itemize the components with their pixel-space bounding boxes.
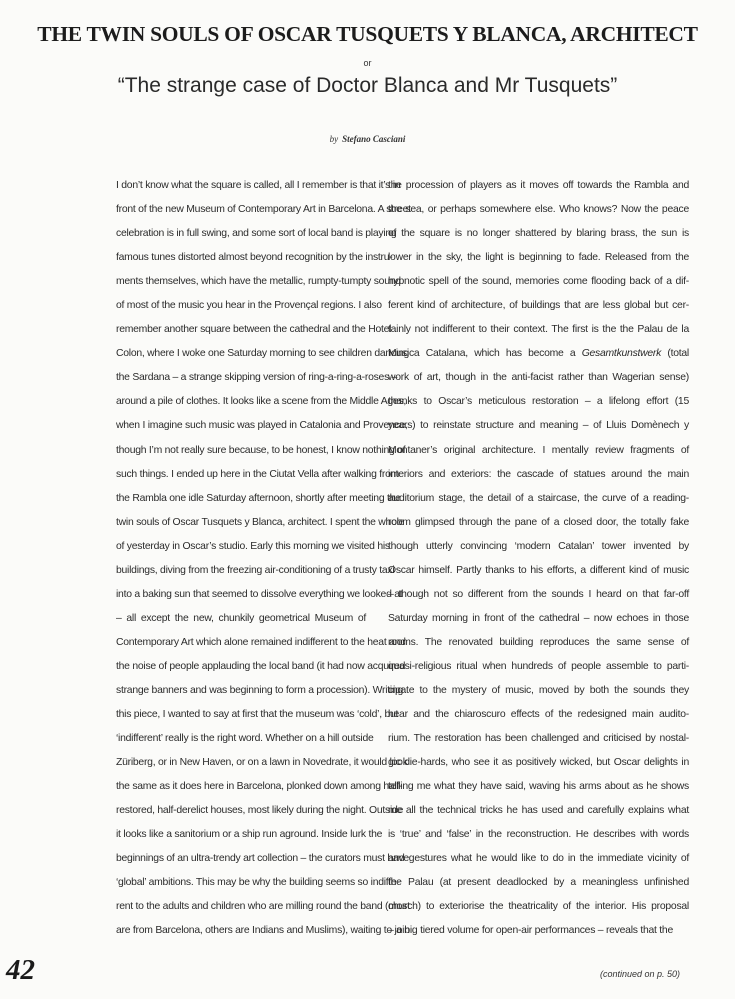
left-column	[116, 180, 411, 950]
text-line: – though not so different from the sounds I heard on that far-off	[388, 588, 689, 600]
text-line: the sea, or perhaps somewhere else. Who knows? Now the peace	[388, 204, 689, 216]
text-line: Saturday morning in front of the cathedral – now echoes in those	[388, 612, 689, 624]
text-line: rium. The restoration has been challenged and criticised by nostal-	[388, 733, 689, 745]
article-title: THE TWIN SOULS OF OSCAR TUSQUETS Y BLANCA, ARCHITECT	[37, 22, 698, 46]
page-number: 42	[6, 954, 35, 986]
text-line: it looks like a sanitorium or a ship run aground. Inside lurk the	[116, 829, 383, 841]
text-line: I don’t know what the square is called, all I remember is that it’s in	[116, 180, 401, 191]
text-line: church) to exteriorise the theatricality of the interior. His proposal	[388, 901, 689, 913]
text-line: the noise of people applauding the local band (it had now acquired	[116, 660, 406, 672]
text-line: Colon, where I woke one Saturday morning to see children dancing	[116, 348, 410, 360]
text-line: the Sardana – a strange skipping version of ring-a-ring-a-roses –	[116, 372, 398, 384]
text-line: gic die-hards, who see it as positively wicked, but Oscar delights in	[388, 757, 689, 769]
text-line: Züriberg, or in New Haven, or on a lawn in Novedrate, it would look	[116, 757, 408, 769]
byline	[0, 134, 735, 144]
text-line: the Palau (at present deadlocked by a meaningless unfinished	[388, 877, 689, 889]
text-line: the same as it does here in Barcelona, plonked down among half-	[116, 781, 403, 793]
text-line: tainly not indifferent to their context. The first is the the Palau de la	[388, 324, 689, 336]
text-line: ‘global’ ambitions. This may be why the building seems so indiffe-	[116, 877, 400, 889]
text-line: the procession of players as it moves off towards the Rambla and	[388, 180, 689, 191]
text-line: hear and the chiaroscuro effects of the redesigned main audito-	[388, 709, 689, 721]
text-line: is ‘true’ and ‘false’ in the reconstruction. He describes with words	[388, 829, 689, 841]
text-line: interiors and exteriors: the cascade of statues around the main	[388, 468, 689, 480]
text-line: ‘indifferent’ really is the right word. Whether on a hill outside	[116, 733, 374, 745]
text-line: Musica Catalana, which has become a Gesamtkunstwerk (total	[388, 348, 689, 360]
text-line: restored, half-derelict houses, most likely during the night. Outside	[116, 805, 404, 817]
text-line: thanks to Oscar’s meticulous restoration – a lifelong effort (15	[388, 396, 689, 408]
text-line: remember another square between the cathedral and the Hotel	[116, 324, 392, 336]
text-line: lower in the sky, the light is beginning to fade. Released from the	[388, 252, 689, 264]
text-line: into a baking sun that seemed to dissolve everything we looked at	[116, 588, 403, 600]
text-line: when I imagine such music was played in Catalonia and Provence,	[116, 420, 408, 432]
continued-note: (continued on p. 50)	[600, 969, 681, 979]
text-line: rent to the adults and children who are milling round the band (most	[116, 901, 410, 913]
text-line: around a pile of clothes. It looks like a scene from the Middle Ages,	[116, 396, 407, 408]
text-line: me all the technical tricks he has used and carefully explains what	[388, 805, 689, 817]
text-line: front of the new Museum of Contemporary Art in Barcelona. A street	[116, 204, 411, 216]
text-line: years) to reinstate structure and meaning – of Lluis Domènech y	[388, 420, 689, 432]
text-line: buildings, diving from the freezing air-conditioning of a trusty taxi	[116, 564, 395, 576]
text-line: telling me what they have said, waving his arms about as he shows	[388, 781, 689, 793]
text-line: famous tunes distorted almost beyond recognition by the instru-	[116, 252, 393, 264]
text-line: of the square is no longer shattered by blaring brass, the sun is	[388, 228, 689, 240]
text-line: strange banners and was beginning to form a procession). Writing	[116, 684, 404, 696]
text-line: the Rambla one idle Saturday afternoon, shortly after meeting the	[116, 492, 401, 504]
text-line: cipate to the mystery of music, moved by both the sounds they	[388, 684, 689, 696]
byline-prefix: by	[329, 134, 339, 144]
text-line: rooms. The renovated building reproduces the same sense of	[388, 636, 689, 648]
text-line: of most of the music you hear in the Provençal regions. I also	[116, 300, 382, 312]
text-line: ments themselves, which have the metallic, rumpty-tumpty sound	[116, 276, 401, 288]
text-line: beginnings of an ultra-trendy art collection – the curators must have	[116, 853, 409, 865]
text-line: – all except the new, chunkily geometrical Museum of	[116, 612, 366, 624]
text-line: hypnotic spell of the sound, memories come flooding back of a dif-	[388, 276, 689, 288]
text-line: are from Barcelona, others are Indians and Muslims), waiting to join	[116, 925, 410, 937]
article-subtitle: “The strange case of Doctor Blanca and Mr Tusquets”	[117, 74, 618, 97]
text-line: though utterly convincing ‘modern Catalan’ tower invented by	[388, 540, 689, 552]
text-line: such things. I ended up here in the Ciutat Vella after walking from	[116, 468, 400, 480]
text-line: though I’m not really sure because, to be honest, I know nothing of	[116, 444, 406, 456]
text-line: work of art, though in the anti-facist rather than Wagerian sense)	[388, 372, 689, 384]
text-line: Montaner’s original architecture. I mentally review fragments of	[388, 444, 689, 456]
right-column	[388, 180, 689, 950]
text-line: – a big tiered volume for open-air performances – reveals that the	[388, 925, 673, 937]
text-line: auditorium stage, the detail of a staircase, the curve of a reading-	[388, 492, 689, 504]
text-line: twin souls of Oscar Tusquets y Blanca, architect. I spent the whole	[116, 516, 405, 528]
text-line: Contemporary Art which alone remained indifferent to the heat and	[116, 636, 406, 648]
author-name: Stefano Casciani	[342, 134, 406, 144]
title-connector: or	[363, 58, 372, 68]
text-line: room glimpsed through the pane of a closed door, the totally fake	[388, 516, 689, 528]
text-line: and gestures what he would like to do in the immediate vicinity of	[388, 853, 689, 865]
text-line: this piece, I wanted to say at first that the museum was ‘cold’, but	[116, 709, 399, 721]
text-line: of yesterday in Oscar’s studio. Early this morning we visited his	[116, 540, 390, 552]
text-line: celebration is in full swing, and some sort of local band is playing	[116, 228, 397, 240]
text-line: Oscar himself. Partly thanks to his efforts, a different kind of music	[388, 564, 689, 576]
text-line: quasi-religious ritual when hundreds of people assemble to parti-	[388, 660, 689, 672]
text-line: ferent kind of architecture, of buildings that are less global but cer-	[388, 300, 689, 312]
